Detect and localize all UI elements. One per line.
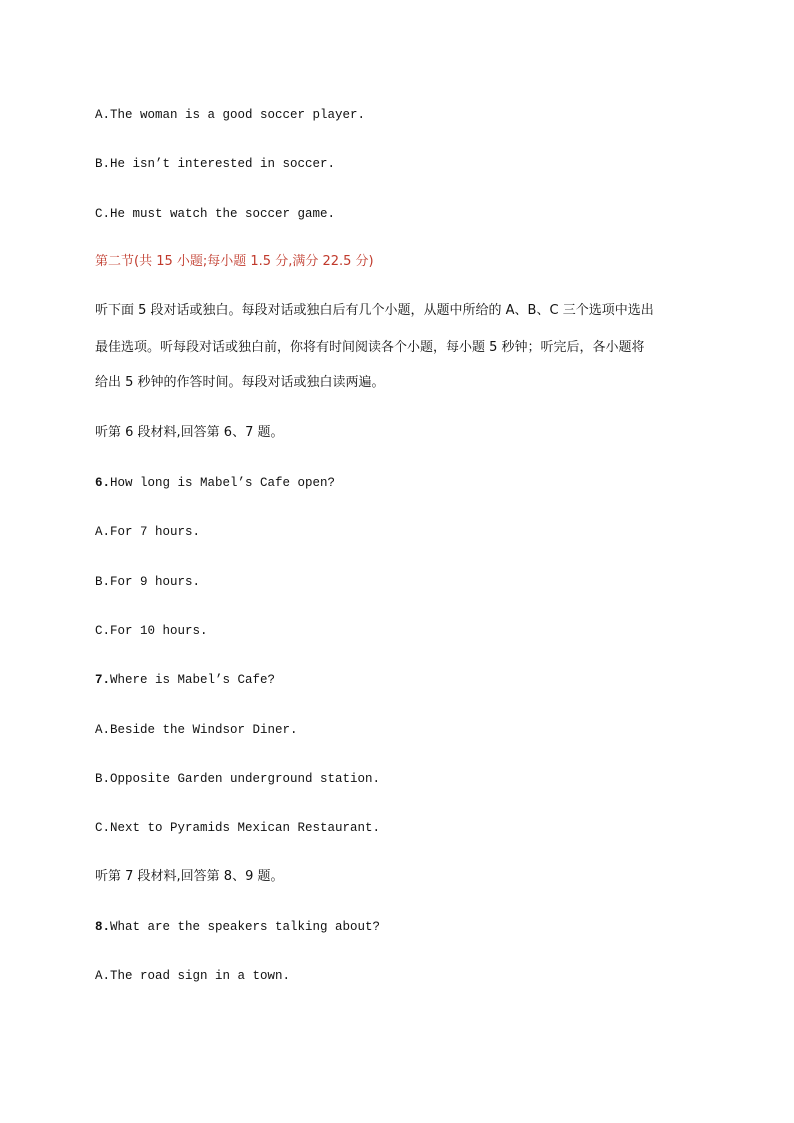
question-6-number: 6. <box>95 476 111 490</box>
question-8 <box>95 919 380 935</box>
q7-option-c: C.Next to Pyramids Mexican Restaurant. <box>95 821 381 835</box>
section-heading: 第二节(共 15 小题;每小题 1.5 分,满分 22.5 分) <box>95 254 374 269</box>
material-6-label: 听第 6 段材料,回答第 6、7 题。 <box>95 425 284 440</box>
question-6 <box>95 475 335 491</box>
question-6-text: How long is Mabel’s Cafe open? <box>110 476 336 490</box>
question-7-number: 7. <box>95 673 111 687</box>
question-7 <box>95 672 275 688</box>
instructions-line-2: 最佳选项。听每段对话或独白前，你将有时间阅读各个小题，每小题 5 秒钟；听完后，各小题将 <box>95 340 645 355</box>
option-b: B.He isn’t interested in soccer. <box>95 157 336 171</box>
q7-option-a: A.Beside the Windsor Diner. <box>95 723 298 737</box>
question-8-number: 8. <box>95 920 111 934</box>
instructions-line-1: 听下面 5 段对话或独白。每段对话或独白后有几个小题，从题中所给的 A、B、C 三个选项中选出 <box>95 303 654 318</box>
q6-option-c: C.For 10 hours. <box>95 624 208 638</box>
instructions-line-3: 给出 5 秒钟的作答时间。每段对话或独白读两遍。 <box>95 375 385 390</box>
q8-option-a: A.The road sign in a town. <box>95 969 291 983</box>
option-c: C.He must watch the soccer game. <box>95 207 336 221</box>
question-7-text: Where is Mabel’s Cafe? <box>110 673 276 687</box>
material-7-label: 听第 7 段材料,回答第 8、9 题。 <box>95 869 284 884</box>
option-a: A.The woman is a good soccer player. <box>95 108 366 122</box>
q6-option-a: A.For 7 hours. <box>95 525 201 539</box>
q7-option-b: B.Opposite Garden underground station. <box>95 772 381 786</box>
q6-option-b: B.For 9 hours. <box>95 575 201 589</box>
question-8-text: What are the speakers talking about? <box>110 920 381 934</box>
